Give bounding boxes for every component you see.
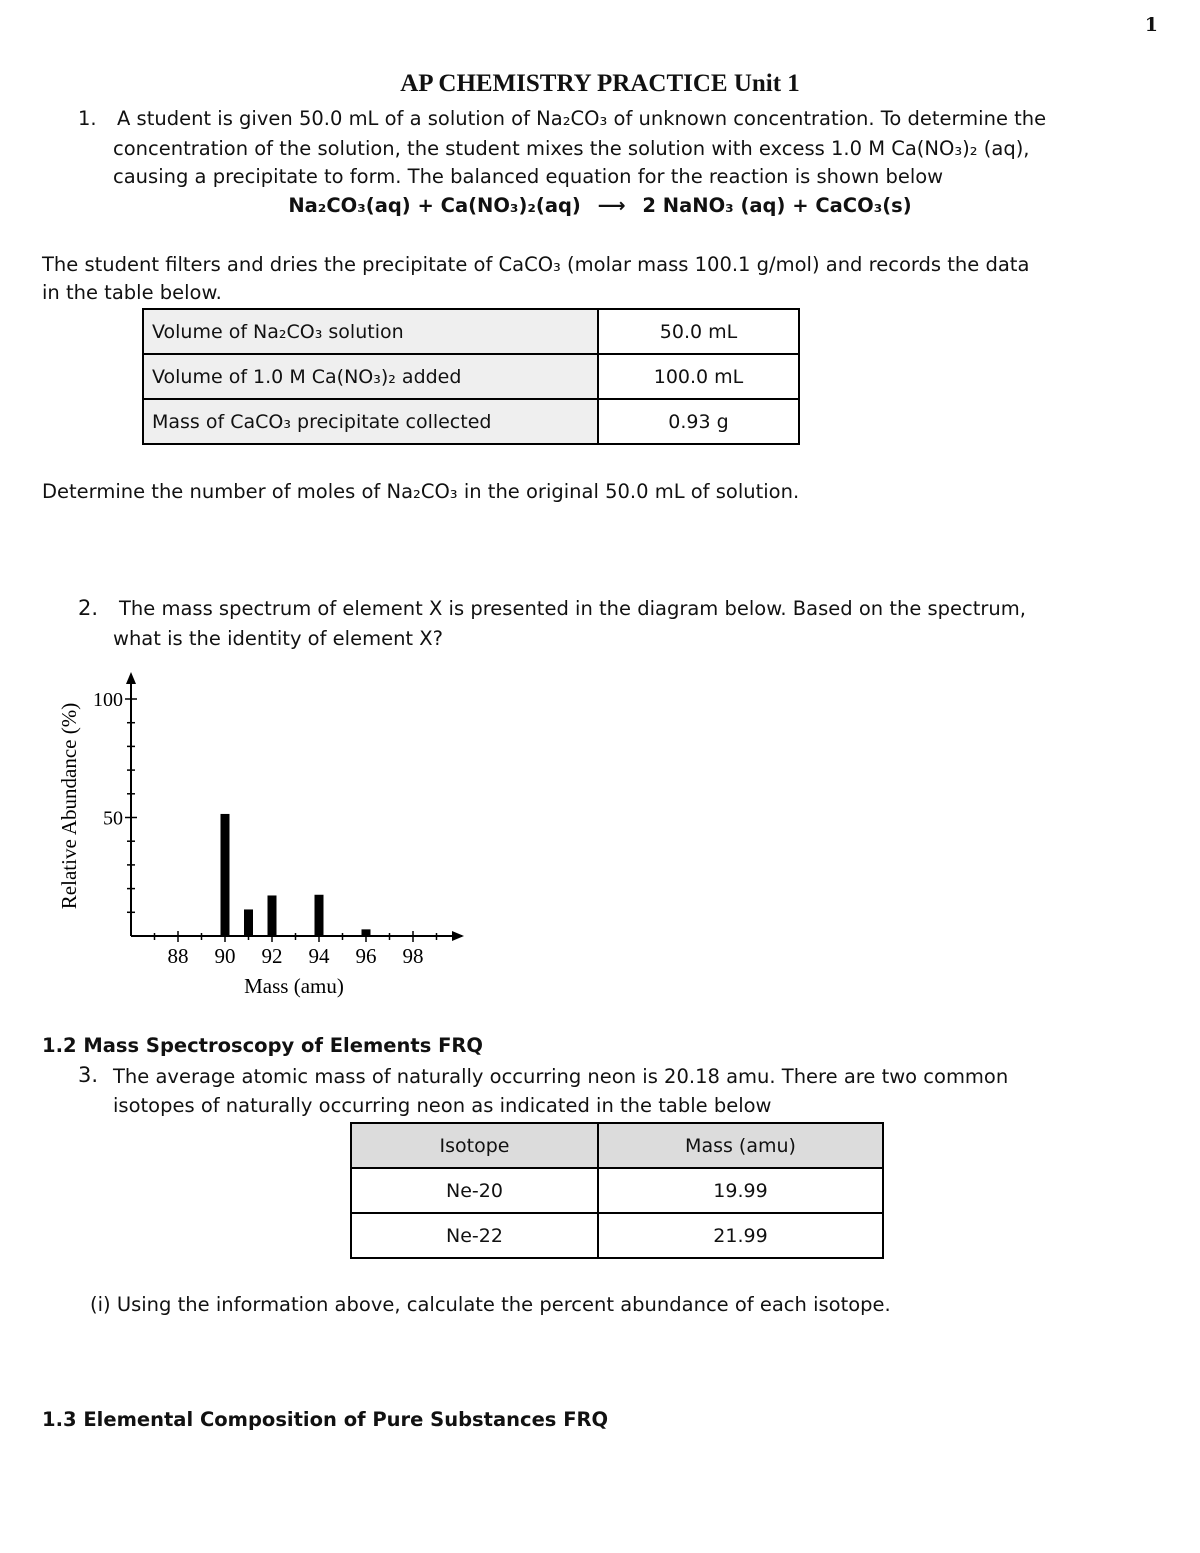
- x-tick-label: 96: [355, 944, 377, 968]
- q1-paragraph-line1: The student filters and dries the precipitate of CaCO₃ (molar mass 100.1 g/mol) and records the data: [42, 253, 1030, 276]
- q1-prompt: Determine the number of moles of Na₂CO₃ in the original 50.0 mL of solution.: [42, 480, 800, 503]
- chart-axes: [125, 672, 464, 942]
- q3-part-i: (i) Using the information above, calculate the percent abundance of each isotope.: [90, 1293, 891, 1316]
- equation-reactants: Na₂CO₃(aq) + Ca(NO₃)₂(aq): [288, 194, 581, 217]
- isotope-table: [350, 1122, 884, 1259]
- x-tick-label: 94: [308, 944, 330, 968]
- q1-line3: causing a precipitate to form. The balanced equation for the reaction is shown below: [113, 165, 944, 188]
- y-tick-label: 50: [103, 807, 123, 830]
- bar-mass-90: [221, 814, 230, 936]
- table-row: [143, 399, 799, 444]
- bar-mass-96: [362, 929, 371, 936]
- y-tick-label: 100: [93, 689, 123, 711]
- q1-line1: A student is given 50.0 mL of a solution of Na₂CO₃ of unknown concentration. To determine the: [117, 107, 1047, 130]
- x-tick-label: 98: [402, 944, 424, 968]
- table-row: [143, 309, 799, 354]
- page-title: AP CHEMISTRY PRACTICE Unit 1: [400, 70, 800, 97]
- table-cell-value: 50.0 mL: [598, 309, 799, 354]
- table-header-isotope: Isotope: [351, 1123, 598, 1168]
- table-cell-isotope: Ne-22: [351, 1213, 598, 1258]
- reaction-arrow: ⟶: [597, 194, 626, 217]
- table-cell-mass: 21.99: [598, 1213, 883, 1258]
- table-row: [351, 1168, 883, 1213]
- table-cell-value: 100.0 mL: [598, 354, 799, 399]
- x-axis-arrow: [452, 931, 464, 941]
- table-row: [351, 1213, 883, 1258]
- table-cell-label: Volume of Na₂CO₃ solution: [143, 309, 598, 354]
- x-axis-title: Mass (amu): [244, 974, 344, 998]
- table-cell-mass: 19.99: [598, 1168, 883, 1213]
- table-cell-label: Mass of CaCO₃ precipitate collected: [143, 399, 598, 444]
- y-axis-arrow: [126, 672, 136, 684]
- q3-number: 3.: [78, 1063, 99, 1087]
- chart-bars: [221, 814, 371, 936]
- table-row: [143, 354, 799, 399]
- q3-line2: isotopes of naturally occurring neon as indicated in the table below: [113, 1094, 772, 1117]
- q2-line2: what is the identity of element X?: [113, 627, 443, 650]
- section-heading-1-3: 1.3 Elemental Composition of Pure Substances FRQ: [42, 1408, 609, 1431]
- page-number: 1: [1144, 14, 1158, 36]
- q3-line1: The average atomic mass of naturally occurring neon is 20.18 amu. There are two common: [113, 1065, 1009, 1088]
- mass-spectrum-chart: [50, 660, 480, 1005]
- table-cell-label: Volume of 1.0 M Ca(NO₃)₂ added: [143, 354, 598, 399]
- table-cell-isotope: Ne-20: [351, 1168, 598, 1213]
- bar-mass-92: [268, 895, 277, 936]
- table-header-row: [351, 1123, 883, 1168]
- q2-line1: The mass spectrum of element X is presented in the diagram below. Based on the spectrum,: [119, 597, 1026, 620]
- chart-labels: [57, 689, 424, 998]
- table-header-mass: Mass (amu): [598, 1123, 883, 1168]
- balanced-equation: [0, 194, 1200, 217]
- x-tick-label: 88: [167, 944, 189, 968]
- section-heading-1-2: 1.2 Mass Spectroscopy of Elements FRQ: [42, 1034, 483, 1057]
- y-axis-title: Relative Abundance (%): [57, 702, 81, 910]
- q1-line2: concentration of the solution, the student mixes the solution with excess 1.0 M Ca(NO₃)₂ (aq),: [113, 137, 1030, 160]
- x-tick-label: 90: [214, 944, 236, 968]
- q1-number: 1.: [78, 107, 97, 130]
- table-cell-value: 0.93 g: [598, 399, 799, 444]
- q2-number: 2.: [78, 596, 99, 620]
- q1-data-table: [142, 308, 800, 445]
- q1-paragraph-line2: in the table below.: [42, 281, 222, 304]
- bar-mass-94: [315, 895, 324, 936]
- x-tick-label: 92: [261, 944, 283, 968]
- bar-mass-91: [244, 909, 253, 936]
- equation-products: 2 NaNO₃ (aq) + CaCO₃(s): [642, 194, 912, 217]
